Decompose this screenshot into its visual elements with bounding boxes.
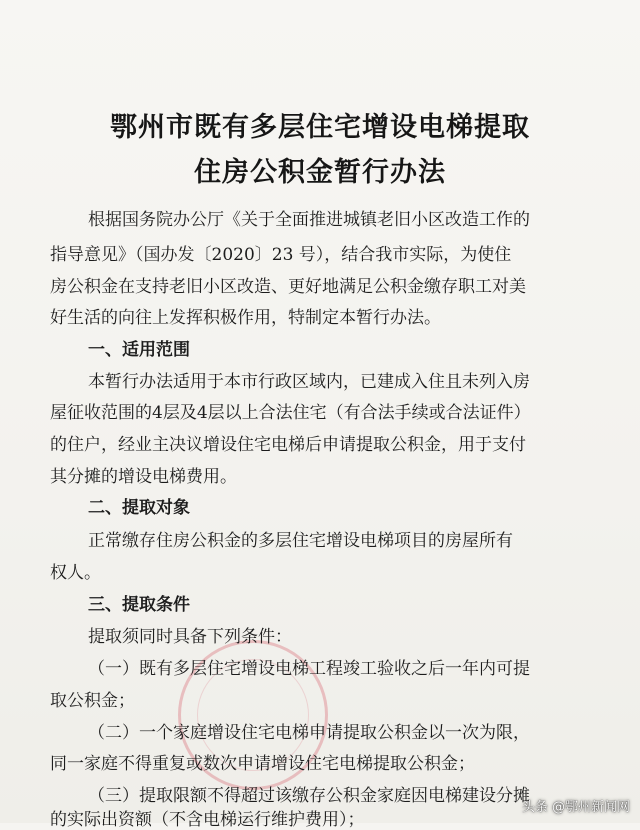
body-line: 同一家庭不得重复或数次申请增设住宅电梯提取公积金； [50,754,475,774]
document-title-line-2: 住房公积金暂行办法 [194,157,446,188]
document-title-line-1: 鄂州市既有多层住宅增设电梯提取 [110,112,530,143]
section-heading-2: 二、提取对象 [88,498,190,518]
body-line: 的实际出资额（不含电梯运行维护费用）； [50,810,365,830]
body-line: 提取须同时具备下列条件： [88,627,292,647]
body-line: （三）提取限额不得超过该缴存公积金家庭因电梯建设分摊 [88,786,530,806]
body-line: 正常缴存住房公积金的多层住宅增设电梯项目的房屋所有 [88,531,513,551]
body-line: 本暂行办法适用于本市行政区域内，已建成入住且未列入房 [88,372,530,392]
section-heading-3: 三、提取条件 [88,595,190,615]
section-heading-1: 一、适用范围 [88,340,190,360]
body-line: 指导意见》（国办发〔2020〕23 号），结合我市实际，为使住 [50,245,512,265]
body-line: （一）既有多层住宅增设电梯工程竣工验收之后一年内可提 [88,659,530,679]
body-line: 屋征收范围的4层及4层以上合法住宅（有合法手续或合法证件） [50,403,531,423]
body-line: 根据国务院办公厅《关于全面推进城镇老旧小区改造工作的 [88,210,530,230]
body-line: 的住户，经业主决议增设住宅电梯后申请提取公积金，用于支付 [50,435,526,455]
body-line: 取公积金； [50,691,135,711]
body-line: 其分摊的增设电梯费用。 [50,467,237,487]
body-line: 房公积金在支持老旧小区改造、更好地满足公积金缴存职工对美 [50,277,526,297]
body-line: 权人。 [50,563,101,583]
body-line: 好生活的向往上发挥积极作用，特制定本暂行办法。 [50,308,441,328]
body-line: （二）一个家庭增设住宅电梯申请提取公积金以一次为限， [88,723,530,743]
source-watermark: 头条 @鄂州新闻网 [521,800,630,815]
